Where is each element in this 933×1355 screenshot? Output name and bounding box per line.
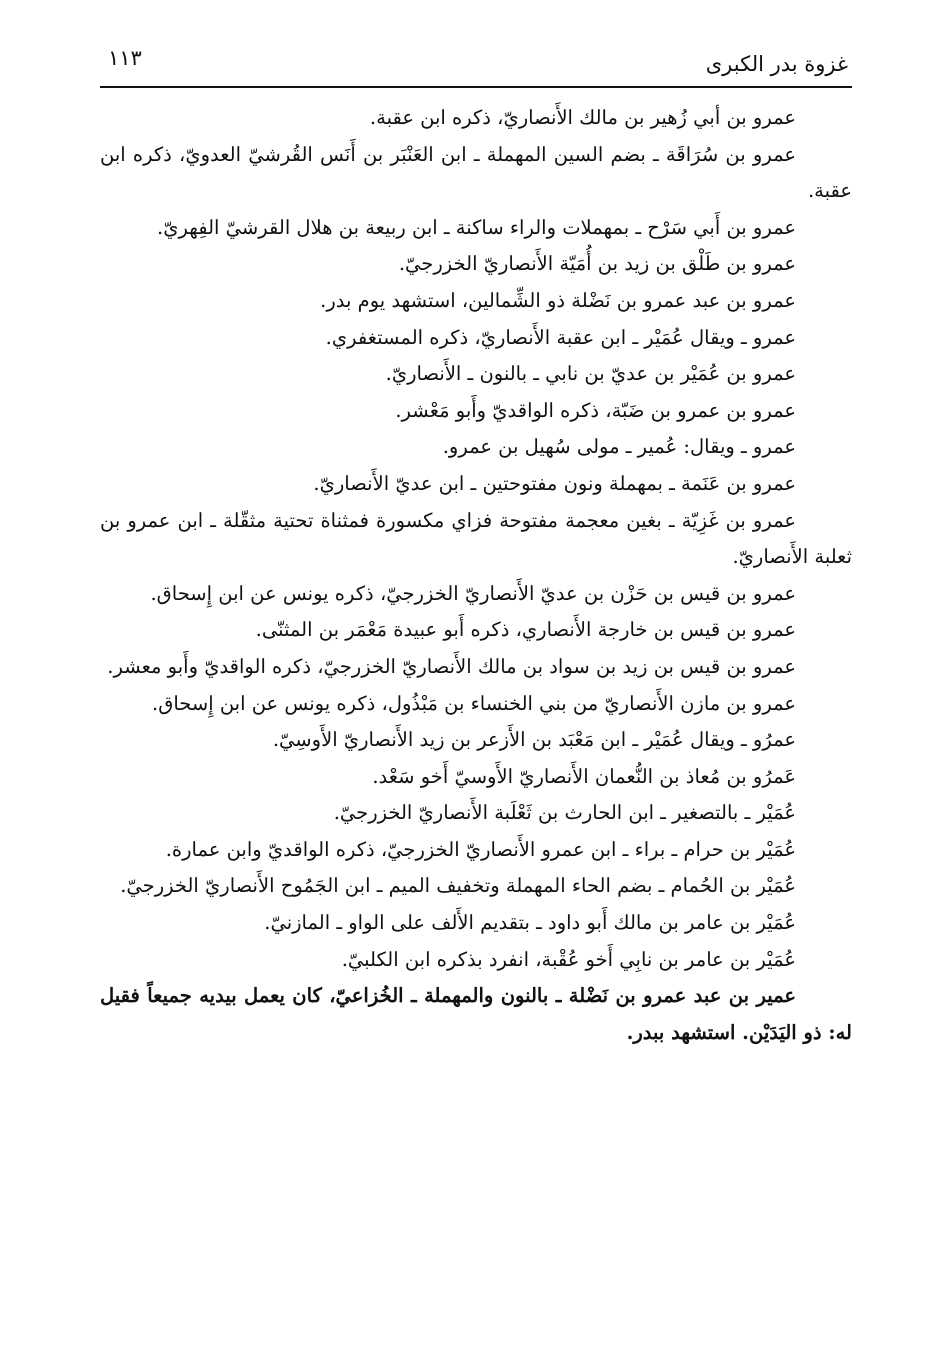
entry: عمير بن عبد عمرو بن نَضْلة ـ بالنون والمهملة ـ الخُزاعيّ، كان يعمل بيديه جميعاً فقيل له: ذو اليَدَيْن. استشهد ببدر. (100, 984, 852, 1044)
page-number: ١١٣ (108, 46, 142, 70)
entry: عمرو بن عبد عمرو بن نَضْلة ذو الشِّمالين، استشهد يوم بدر. (320, 288, 796, 312)
entry: عمرو بن عَنَمة ـ بمهملة ونون مفتوحتين ـ ابن عديّ الأَنصاريّ. (313, 471, 796, 495)
running-title: غزوة بدر الكبرى (705, 52, 848, 76)
entry: عمرو بن قيس بن زيد بن سواد بن مالك الأَنصاريّ الخزرجيّ، ذكره الواقديّ وأَبو معشر. (107, 654, 796, 678)
running-header (100, 38, 852, 88)
entry: عمرو بن أَبي سَرْح ـ بمهملات والراء ساكنة ـ ابن ربيعة بن هلال القرشيّ الفِهريّ. (157, 215, 796, 239)
entry: عمرُو ـ ويقال عُمَيْر ـ ابن مَعْبَد بن الأَزعر بن زيد الأَنصاريّ الأَوسِيّ. (272, 728, 796, 752)
entry: عمرو بن مازن الأَنصاريّ من بني الخنساء بن مَبْذُول، ذكره يونس عن ابن إِسحاق. (152, 691, 796, 715)
entry: عَمرُو بن مُعاذ بن النُّعمان الأَنصاريّ الأَوسيّ أَخو سَعْد. (372, 764, 796, 788)
entry: عمرو بن طَلْق بن زيد بن أُمَيّة الأَنصاريّ الخزرجيّ. (398, 252, 796, 276)
entry: عمرو ـ ويقال: عُمير ـ مولى سُهيل بن عمرو. (442, 435, 796, 459)
entry: عمرو بن عُمَيْر بن عديّ بن نابي ـ بالنون ـ الأَنصاريّ. (385, 362, 796, 386)
entry: عمرو بن قيس بن خارجة الأَنصاري، ذكره أَبو عبيدة مَعْمَر بن المثنّى. (255, 618, 796, 642)
entry: عمرو ـ ويقال عُمَيْر ـ ابن عقبة الأَنصاريّ، ذكره المستغفري. (325, 325, 796, 349)
entry: عُمَيْر ـ بالتصغير ـ ابن الحارث بن ثَعْلَبة الأَنصاريّ الخزرجيّ. (333, 801, 796, 825)
entry: عمرو بن غَزِيّة ـ بغين معجمة مفتوحة فزاي مكسورة فمثناة تحتية مثقّلة ـ ابن عمرو بن ثعلبة الأَنصاريّ. (100, 508, 852, 569)
entry: عمرو بن أبي زُهير بن مالك الأَنصاريّ، ذكره ابن عقبة. (369, 106, 796, 129)
entry: عُمَيْر بن عامر بن نابِي أَخو عُقْبة، انفرد بذكره ابن الكلبيّ. (341, 947, 796, 971)
entry: عمرو بن عمرو بن ضَبّة، ذكره الواقديّ وأَبو مَعْشر. (395, 398, 796, 422)
entry: عُمَيْر بن عامر بن مالك أَبو داود ـ بتقديم الأَلف على الواو ـ المازنيّ. (264, 911, 796, 935)
entries-body (100, 100, 852, 1051)
entry: عُمَيْر بن الحُمام ـ بضم الحاء المهملة وتخفيف الميم ـ ابن الجَمُوح الأَنصاريّ الخزرجيّ. (120, 874, 796, 898)
entry: عمرو بن قيس بن حَزْن بن عديّ الأَنصاريّ الخزرجيّ، ذكره يونس عن ابن إِسحاق. (150, 581, 796, 605)
entry: عمرو بن سُرَاقَة ـ بضم السين المهملة ـ ابن العَنْبَر بن أَنَس القُرشيّ العدويّ، ذكره ابن عقبة. (100, 142, 852, 203)
entry: عُمَيْر بن حرام ـ براء ـ ابن عمرو الأَنصاريّ الخزرجيّ، ذكره الواقديّ وابن عمارة. (165, 837, 796, 861)
